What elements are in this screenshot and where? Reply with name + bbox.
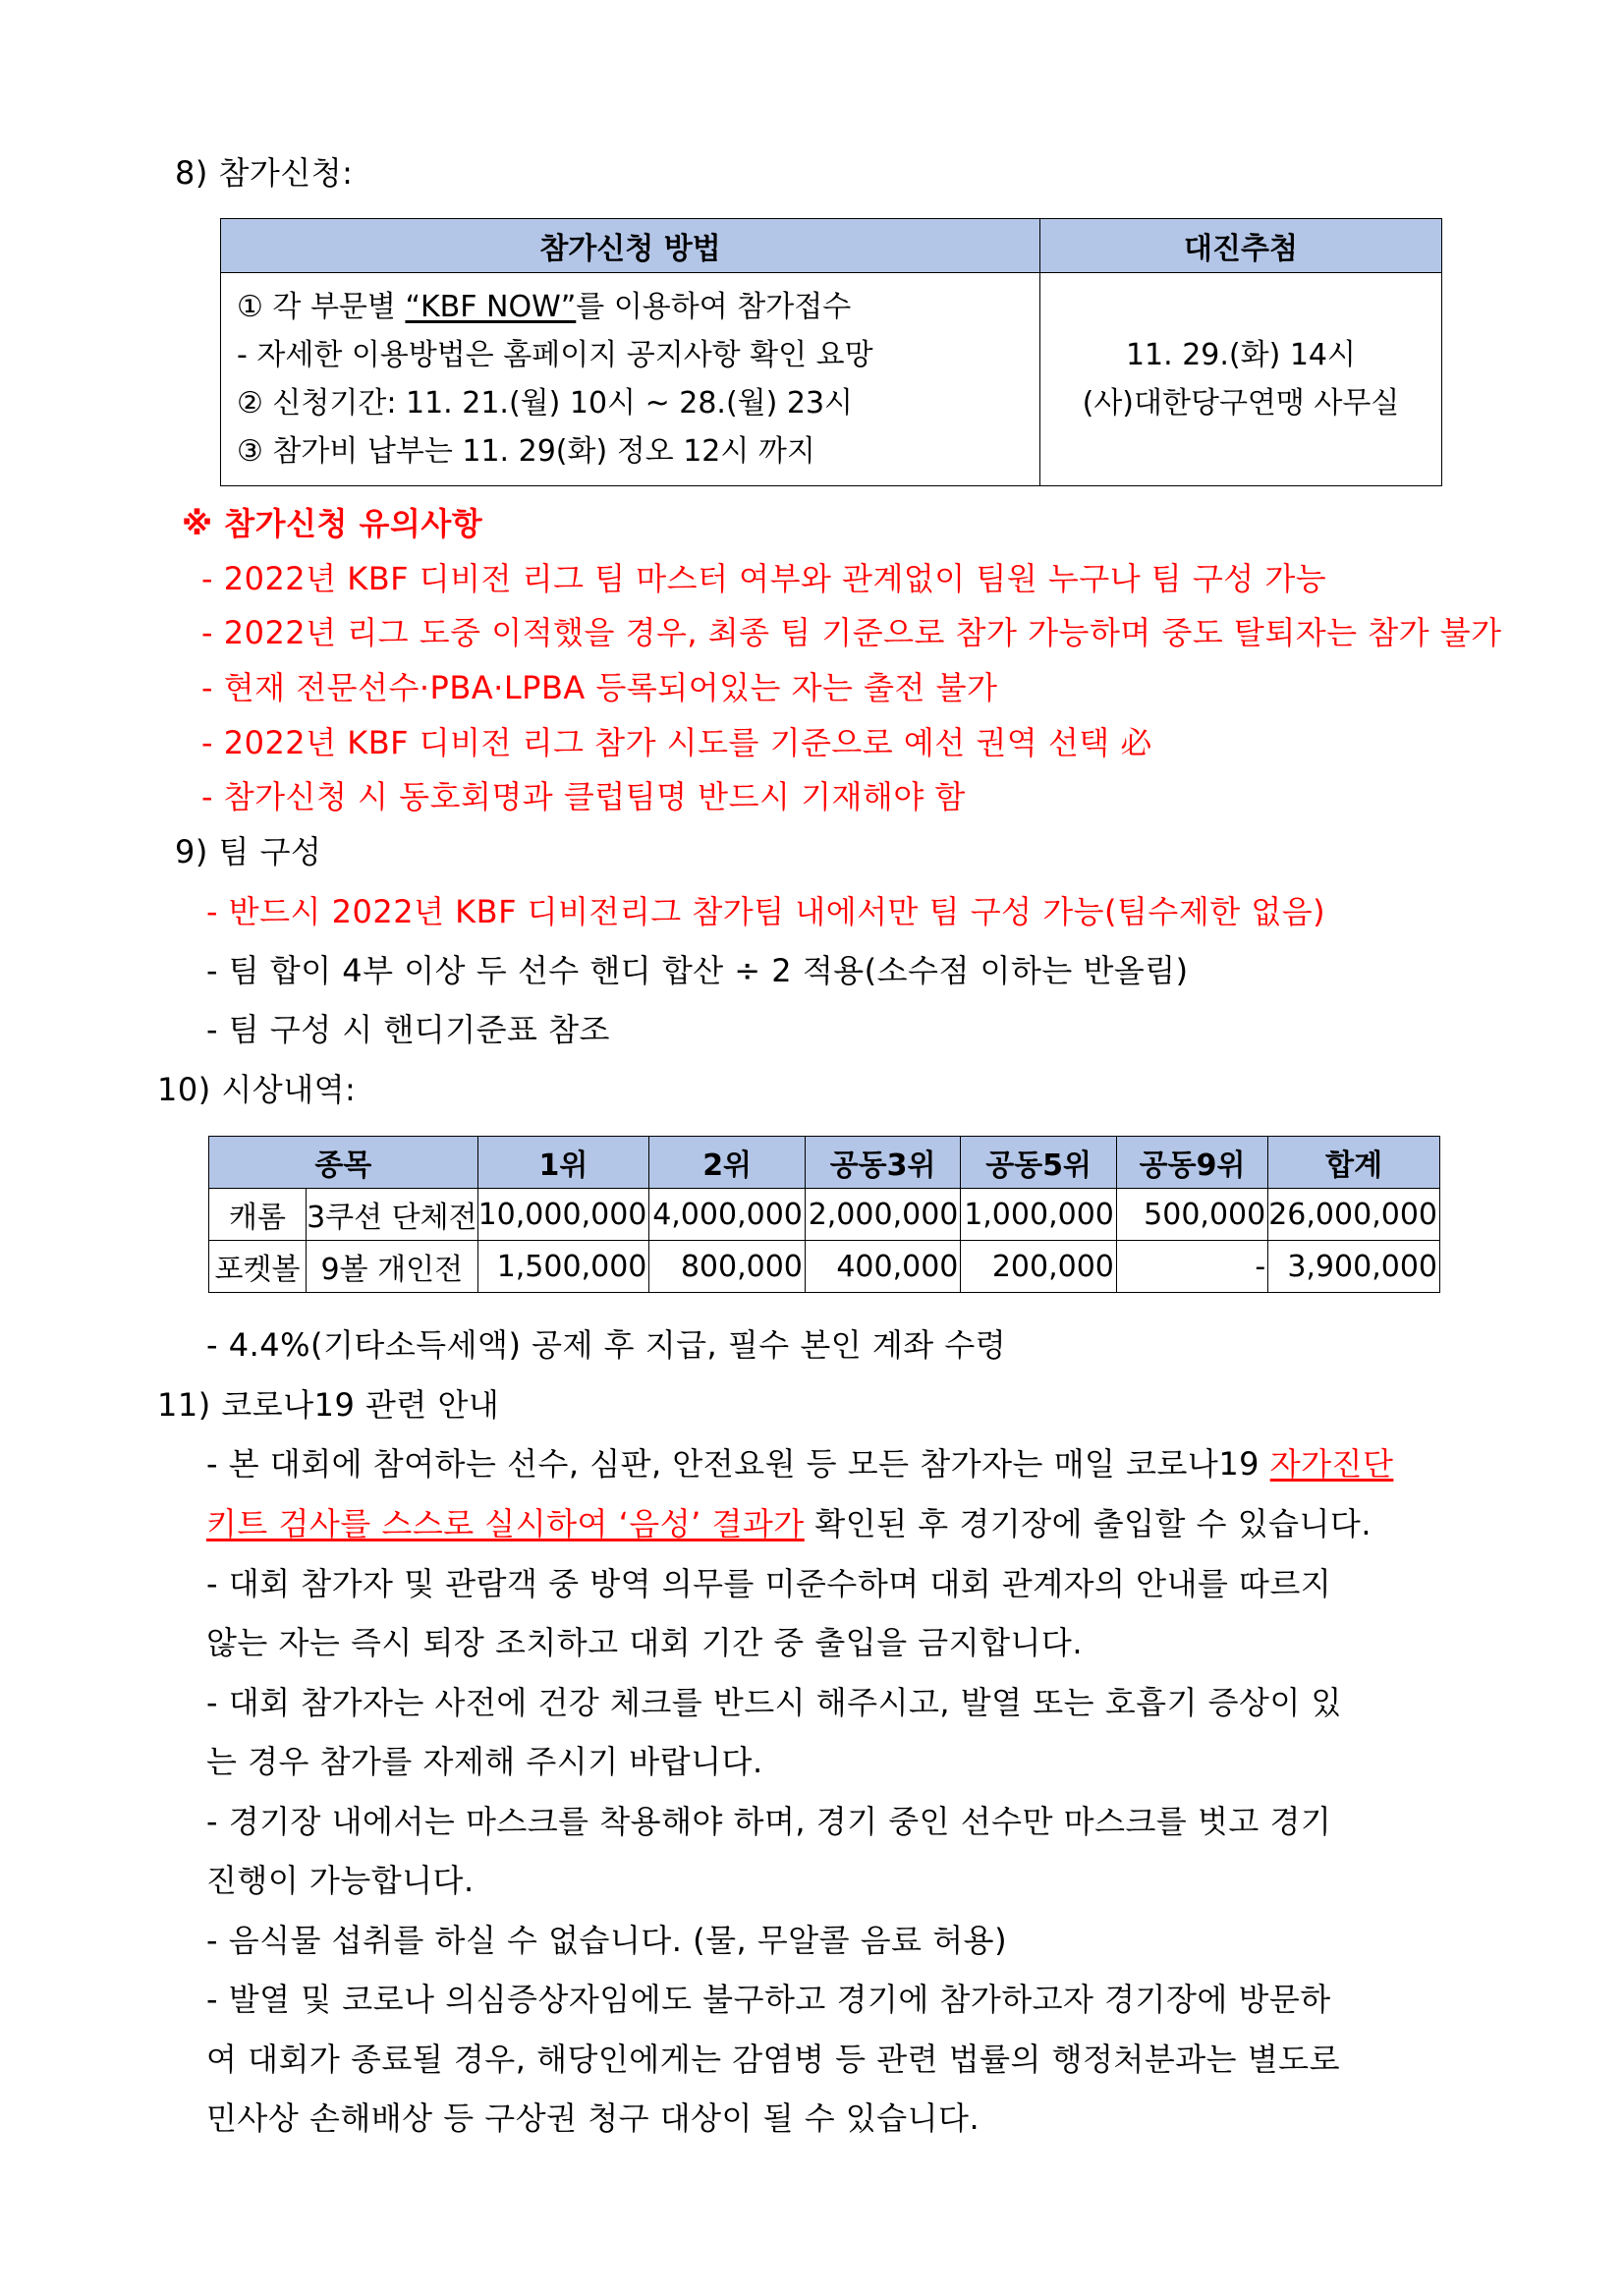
prize-total: 26,000,000 [1268,1189,1440,1241]
prize-value: 4,000,000 [649,1189,806,1241]
prize-value: 1,500,000 [477,1241,649,1293]
prize-value: 200,000 [961,1241,1117,1293]
kbf-now-link-text: “KBF NOW” [405,290,577,324]
prize-event: 9볼 개인전 [307,1241,478,1293]
method-header: 참가신청 방법 [221,219,1040,273]
notice-item: - 2022년 KBF 디비전 리그 참가 시도를 기준으로 예선 권역 선택 必 [201,724,1152,761]
prize-value: 400,000 [805,1241,961,1293]
notice-item: - 2022년 리그 도중 이적했을 경우, 최종 팀 기준으로 참가 가능하며 중도 탈퇴자는 참가 불가 [201,614,1502,651]
prize-header: 2위 [649,1137,806,1189]
notice-title: ※ 참가신청 유의사항 [182,505,483,542]
covid-paragraph-3-line-2: 는 경우 참가를 자제해 주시기 바랍니다. [206,1743,763,1780]
prize-header: 공동5위 [961,1137,1117,1189]
table-row [209,1241,1440,1293]
covid-paragraph-4-line-2: 진행이 가능합니다. [206,1862,475,1899]
prize-header: 합계 [1268,1137,1440,1189]
section-10-heading: 10) 시상내역: [157,1071,357,1108]
method-line-4: ③ 참가비 납부는 11. 29(화) 정오 12시 까지 [237,434,815,469]
table-row [209,1189,1440,1241]
prize-value: 2,000,000 [805,1189,961,1241]
prize-event: 3쿠션 단체전 [307,1189,478,1241]
team-rule-item: - 반드시 2022년 KBF 디비전리그 참가팀 내에서만 팀 구성 가능(팀수제한 없음) [206,893,1326,930]
covid-paragraph-1-line-2 [206,1504,1372,1543]
draw-header: 대진추첨 [1040,219,1442,273]
draw-date: 11. 29.(화) 14시 [1125,338,1357,372]
prize-value: 10,000,000 [477,1189,649,1241]
covid-paragraph-6-line-3: 민사상 손해배상 등 구상권 청구 대상이 될 수 있습니다. [206,2100,980,2137]
covid-paragraph-3-line-1: - 대회 참가자는 사전에 건강 체크를 반드시 해주시고, 발열 또는 호흡기 증상이 있 [206,1684,1342,1721]
registration-table [220,218,1442,486]
prize-total: 3,900,000 [1268,1241,1440,1293]
covid-p1-highlight: 자가진단 [1269,1445,1394,1483]
section-8-heading: 8) 참가신청: [175,154,354,192]
method-cell [221,273,1040,486]
covid-paragraph-4-line-1: - 경기장 내에서는 마스크를 착용해야 하며, 경기 중인 선수만 마스크를 벗고 경기 [206,1803,1332,1840]
notice-item: - 현재 전문선수·PBA·LPBA 등록되어있는 자는 출전 불가 [201,669,998,706]
section-9-heading: 9) 팀 구성 [175,833,322,870]
prize-category: 캐롬 [209,1189,307,1241]
method-line-3: ② 신청기간: 11. 21.(월) 10시 ~ 28.(월) 23시 [237,386,854,420]
prize-value: 800,000 [649,1241,806,1293]
draw-location: (사)대한당구연맹 사무실 [1082,386,1400,420]
covid-p1-highlight: 키트 검사를 스스로 실시하여 ‘음성’ 결과가 [206,1505,805,1542]
method-line-1-suffix: 를 이용하여 참가접수 [576,290,852,324]
prize-category: 포켓볼 [209,1241,307,1293]
covid-paragraph-6-line-2: 여 대회가 종료될 경우, 해당인에게는 감염병 등 관련 법률의 행정처분과는 별도로 [206,2041,1340,2078]
draw-cell [1040,273,1442,486]
notice-item: - 2022년 KBF 디비전 리그 팀 마스터 여부와 관계없이 팀원 누구나 팀 구성 가능 [201,560,1327,597]
covid-paragraph-2-line-1: - 대회 참가자 및 관람객 중 방역 의무를 미준수하며 대회 관계자의 안내를 따르지 [206,1565,1332,1602]
prize-header: 1위 [477,1137,649,1189]
prize-value: 500,000 [1116,1189,1267,1241]
prize-value: 1,000,000 [961,1189,1117,1241]
prize-header: 공동9위 [1116,1137,1267,1189]
prize-header: 종목 [209,1137,478,1189]
covid-paragraph-6-line-1: - 발열 및 코로나 의심증상자임에도 불구하고 경기에 참가하고자 경기장에 방문하 [206,1981,1331,2018]
covid-p1-text: 확인된 후 경기장에 출입할 수 있습니다. [804,1505,1372,1542]
prize-value: - [1116,1241,1267,1293]
prize-note: - 4.4%(기타소득세액) 공제 후 지급, 필수 본인 계좌 수령 [206,1326,1007,1364]
method-line-1-prefix: ① 각 부문별 [237,290,406,324]
notice-item: - 참가신청 시 동호회명과 클럽팀명 반드시 기재해야 함 [201,778,966,815]
covid-p1-text: - 본 대회에 참여하는 선수, 심판, 안전요원 등 모든 참가자는 매일 코로나19 [206,1445,1270,1483]
covid-paragraph-5: - 음식물 섭취를 하실 수 없습니다. (물, 무알콜 음료 허용) [206,1922,1008,1959]
prize-header: 공동3위 [805,1137,961,1189]
prize-table [208,1136,1440,1293]
team-rule-item: - 팀 구성 시 핸디기준표 참조 [206,1011,610,1048]
covid-paragraph-2-line-2: 않는 자는 즉시 퇴장 조치하고 대회 기간 중 출입을 금지합니다. [206,1624,1084,1661]
covid-paragraph-1-line-1 [206,1444,1393,1484]
section-11-heading: 11) 코로나19 관련 안내 [157,1386,500,1424]
method-line-1 [237,283,1024,331]
method-line-2: - 자세한 이용방법은 홈페이지 공지사항 확인 요망 [237,338,873,372]
team-rule-item: - 팀 합이 4부 이상 두 선수 핸디 합산 ÷ 2 적용(소수점 이하는 반올림) [206,952,1189,989]
